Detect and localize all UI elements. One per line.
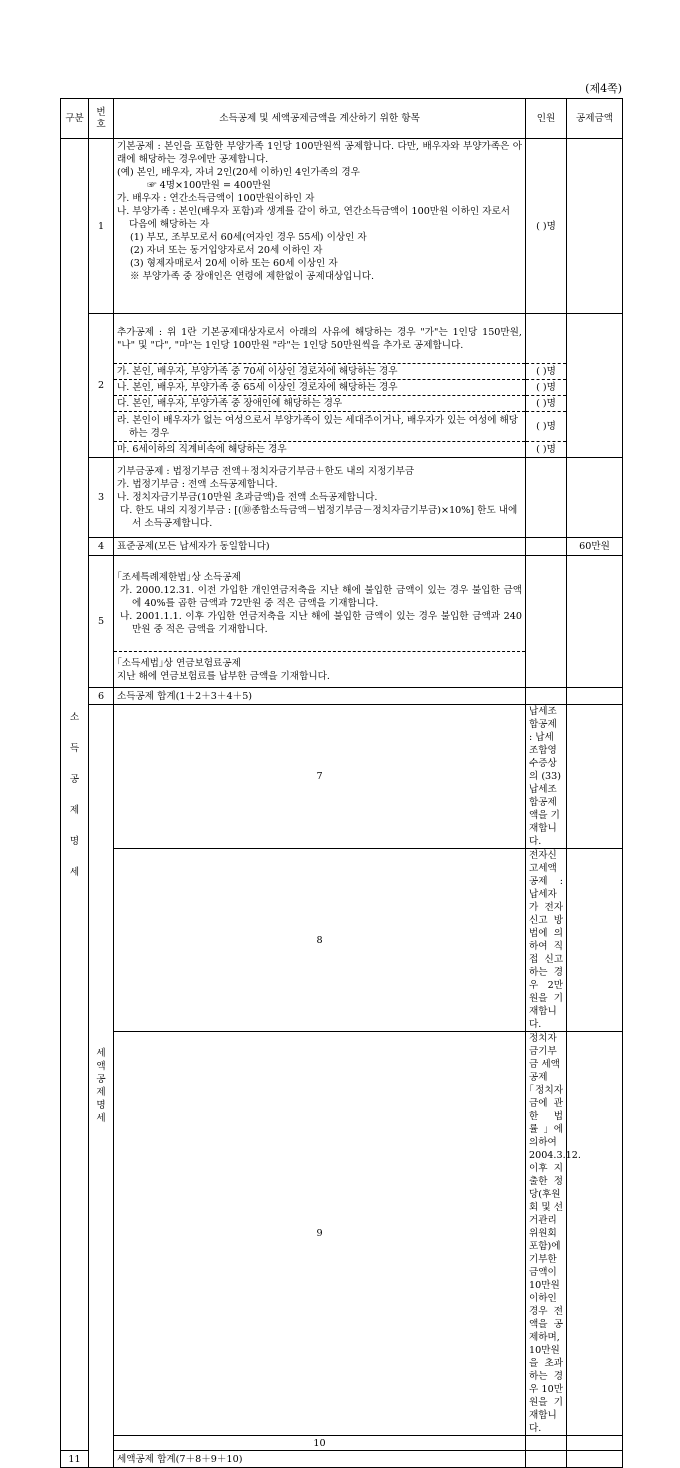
amount-field[interactable] (567, 458, 623, 538)
row-number: 11 (61, 1451, 89, 1468)
tax-union-credit-text: 납세조합공제 : 납세조합영수증상의 (33)납세조합공제액을 기재합니다. (526, 705, 567, 849)
text-line: 기본공제 : 본인을 포함한 부양가족 1인당 100만원씩 공제합니다. 다만, 배우자와 부양가족은 아래에 해당하는 경우에만 공제합니다. (117, 141, 522, 165)
amount-field[interactable] (567, 1451, 623, 1468)
category-char: 명 (69, 835, 80, 847)
row-tax-credit-total (61, 1451, 623, 1468)
text-line: 정치자금기부금 세액공제 (529, 1033, 560, 1083)
persons-field[interactable]: ( )명 (526, 442, 567, 458)
header-number: 번호 (89, 99, 114, 139)
additional-item-text: 가. 본인, 배우자, 부양가족 중 70세 이상인 경로자에 해당하는 경우 (114, 364, 526, 380)
row-number: 4 (89, 538, 114, 556)
category-char: 제 (96, 1087, 106, 1098)
row-additional-deduction (61, 314, 623, 364)
persons-field[interactable] (526, 458, 567, 538)
tax-credit-total-text: 세액공제 합계(7＋8＋9＋10) (114, 1451, 526, 1468)
income-deduction-total-text: 소득공제 합계(1＋2＋3＋4＋5) (114, 688, 526, 705)
additional-item-row (61, 396, 623, 412)
row-number: 3 (89, 458, 114, 538)
persons-field[interactable]: ( )명 (526, 364, 567, 380)
row-number: 1 (89, 139, 114, 314)
text-line: ｢정치자금에 관한 법률｣에 의하여 2004.3.12. 이후 지출한 정당(후원회 및 선거관리위원회 포함)에 기부한 금액이 10만원 이하인 경우 전액을 공제하며, 10만원을 초과하는 경우 10만원을 기재합니다. (529, 1085, 581, 1434)
blank-credit-text[interactable] (526, 1436, 567, 1451)
text-line: ☞ 4명×100만원 = 400만원 (147, 180, 271, 191)
amount-field[interactable] (567, 314, 623, 458)
row-income-deduction-total (61, 688, 623, 705)
persons-field[interactable] (526, 1451, 567, 1468)
category-char: 소 (69, 711, 80, 723)
amount-field[interactable] (567, 556, 623, 688)
text-line: 가. 2000.12.31. 이전 가입한 개인연금저축을 지난 해에 불입한 금액이 있는 경우 불입한 금액에 40%를 곱한 금액과 72만원 중 적은 금액을 기재합니다. (120, 585, 522, 609)
persons-field[interactable] (526, 538, 567, 556)
category-char: 공 (96, 1074, 106, 1085)
deduction-form-table (60, 98, 623, 1468)
category-char: 세 (69, 866, 80, 878)
persons-field[interactable] (526, 688, 567, 705)
text-line: 나. 부양가족 : 본인(배우자 포함)과 생계를 같이 하고, 연간소득금액이 100만원 이하인 자로서 다음에 해당하는 자 (117, 206, 511, 230)
pension-insurance-text (114, 652, 526, 688)
row-basic-deduction (61, 139, 623, 314)
text-line: (예) 본인, 배우자, 자녀 2인(20세 이하)인 4인가족의 경우 (117, 167, 360, 178)
persons-field[interactable] (526, 556, 567, 688)
additional-item-row (61, 442, 623, 458)
persons-field[interactable]: ( )명 (526, 139, 567, 314)
header-item: 소득공제 및 세액공제금액을 계산하기 위한 항목 (114, 99, 526, 139)
text-line: ｢조세특례제한법｣상 소득공제 (117, 572, 241, 583)
row-number: 5 (89, 556, 114, 688)
row-number: 10 (114, 1436, 526, 1451)
additional-item-text: 나. 본인, 배우자, 부양가족 중 65세 이상인 경로자에 해당하는 경우 (114, 380, 526, 396)
category-char: 명 (96, 1100, 106, 1111)
additional-deduction-intro: 추가공제 : 위 1란 기본공제대상자로서 아래의 사유에 해당하는 경우 "가"는 1인당 150만원, "나" 및 "다", "마"는 1인당 100만원 "라"는 1인당 50만원씩을 추가로 공제합니다. (114, 314, 526, 364)
row-number: 6 (89, 688, 114, 705)
standard-deduction-text: 표준공제(모든 납세자가 동일합니다) (114, 538, 526, 556)
persons-field[interactable]: ( )명 (526, 396, 567, 412)
political-donation-credit-text (526, 1032, 581, 1436)
additional-item-text: 라. 본인이 배우자가 없는 여성으로서 부양가족이 있는 세대주이거나, 배우자가 있는 여성에 해당하는 경우 (114, 412, 526, 442)
persons-field[interactable] (567, 849, 623, 1032)
category-char: 액 (96, 1061, 106, 1072)
persons-field[interactable] (567, 1032, 623, 1436)
row-e-filing-credit (61, 849, 623, 1032)
text-line: ※ 부양가족 중 장애인은 연령에 제한없이 공제대상입니다. (130, 271, 375, 282)
text-line: 가. 법정기부금 : 전액 소득공제합니다. (117, 479, 278, 490)
donation-deduction-text (114, 458, 526, 538)
text-line: 다. 한도 내의 지정기부금 : [(⑩종합소득금액－법정기부금－정치자금기부금)×10%] 한도 내에서 소득공제합니다. (120, 505, 518, 529)
additional-item-row (61, 412, 623, 442)
category-tax-credit (89, 705, 114, 1468)
basic-deduction-text (114, 139, 526, 314)
category-char: 세 (96, 1048, 106, 1059)
category-char: 제 (69, 804, 80, 816)
row-pension-deduction (61, 556, 623, 652)
page-number-label: (제4쪽) (585, 82, 622, 95)
text-line: 나. 정치자금기부금(10만원 초과금액)을 전액 소득공제합니다. (117, 492, 378, 503)
row-tax-union-credit (61, 705, 623, 849)
text-line: (2) 자녀 또는 동거입양자로서 20세 이하인 자 (130, 245, 323, 256)
additional-item-row (61, 364, 623, 380)
amount-field[interactable] (567, 139, 623, 314)
header-amount: 공제금액 (567, 99, 623, 139)
row-number: 8 (114, 849, 526, 1032)
e-filing-credit-text: 전자신고세액공제 : 납세자가 전자신고 방법에 의하여 직접 신고하는 경우 2만원을 기재합니다. (526, 849, 567, 1032)
header-persons: 인원 (526, 99, 567, 139)
persons-field[interactable]: ( )명 (526, 380, 567, 396)
text-line: 지난 해에 연금보험료를 납부한 금액을 기재합니다. (117, 670, 330, 682)
persons-field[interactable]: ( )명 (526, 412, 567, 442)
row-donation-deduction (61, 458, 623, 538)
text-line: (1) 부모, 조부모로서 60세(여자인 경우 55세) 이상인 자 (130, 232, 367, 243)
category-char: 득 (69, 742, 80, 754)
row-number: 7 (114, 705, 526, 849)
category-income-deduction (61, 139, 89, 1451)
text-line: 가. 배우자 : 연간소득금액이 100만원이하인 자 (117, 193, 315, 204)
additional-item-row (61, 380, 623, 396)
persons-field[interactable] (567, 1436, 623, 1451)
persons-field[interactable] (526, 314, 567, 364)
row-blank-credit (61, 1436, 623, 1451)
pension-savings-text (114, 556, 526, 652)
header-category: 구분 (61, 99, 89, 139)
persons-field[interactable] (567, 705, 623, 849)
row-number: 2 (89, 314, 114, 458)
table-header-row (61, 99, 623, 139)
row-standard-deduction (61, 538, 623, 556)
text-line: ｢소득세법｣상 연금보험료공제 (117, 657, 241, 669)
row-political-donation-credit (61, 1032, 623, 1436)
text-line: 기부금공제 : 법정기부금 전액＋정치자금기부금＋한도 내의 지정기부금 (117, 466, 415, 477)
additional-item-text: 다. 본인, 배우자, 부양가족 중 장애인에 해당하는 경우 (114, 396, 526, 412)
text-line: 나. 2001.1.1. 이후 가입한 연금저축을 지난 해에 불입한 금액이 있는 경우 불입한 금액과 240만원 중 적은 금액을 기재합니다. (120, 611, 522, 635)
additional-item-text: 마. 6세이하의 직계비속에 해당하는 경우 (114, 442, 526, 458)
row-number: 9 (114, 1032, 526, 1436)
text-line: (3) 형제자매로서 20세 이하 또는 60세 이상인 자 (130, 258, 338, 269)
category-char: 세 (96, 1113, 106, 1124)
standard-deduction-amount: 60만원 (567, 538, 623, 556)
category-char: 공 (69, 773, 80, 785)
amount-field[interactable] (567, 688, 623, 705)
